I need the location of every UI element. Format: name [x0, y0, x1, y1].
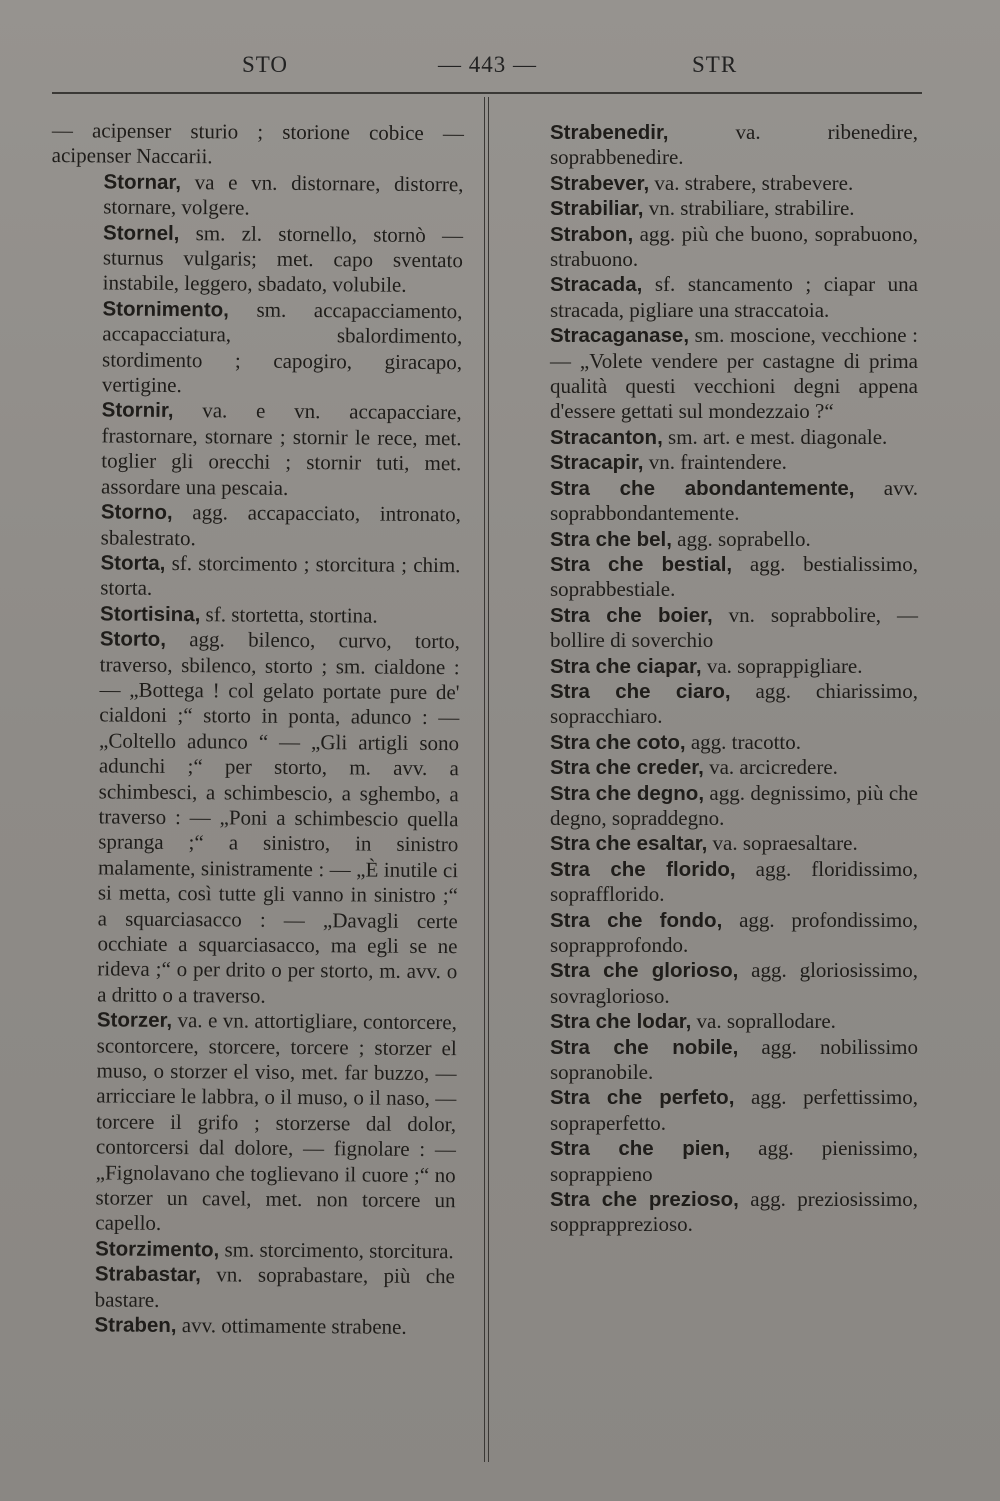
dictionary-entry — [43, 1007, 457, 1239]
headword: Strabastar, — [94, 1262, 201, 1287]
dictionary-entry — [498, 171, 918, 196]
headword: Stra che boier, — [550, 603, 713, 627]
dictionary-entry — [498, 120, 918, 171]
dictionary-entry — [498, 272, 918, 323]
headword: Stra che coto, — [550, 730, 686, 754]
dictionary-entry — [43, 1261, 455, 1315]
definition-text: vn. fraintendere. — [643, 450, 787, 475]
definition-text: — acipenser sturio ; storione cobice — acipenser Naccarii. — [51, 118, 464, 169]
definition-text: agg. soprabello. — [671, 526, 811, 551]
definition-text: vn. strabiliare, strabilire. — [643, 196, 855, 221]
dictionary-entry — [498, 196, 918, 221]
headword: Stra che fondo, — [550, 908, 723, 932]
headword: Straben, — [94, 1313, 177, 1338]
headword: Stra che ciapar, — [550, 654, 702, 678]
headword: Stracada, — [550, 273, 643, 297]
headword: Stra che creder, — [550, 756, 704, 780]
headword: Stra che bestial, — [550, 552, 733, 576]
headword: Stra che pien, — [550, 1137, 731, 1161]
dictionary-entry — [498, 781, 918, 832]
headword: Stra che florido, — [550, 857, 736, 881]
definition-text: va. soprappigliare. — [701, 653, 863, 678]
definition-text: agg. bestialissimo, soprabbestiale. — [550, 551, 918, 602]
dictionary-entry — [50, 296, 463, 401]
headword: Storta, — [100, 551, 166, 575]
definition-text: agg. più che buono, soprabuono, strabuono. — [550, 221, 918, 272]
dictionary-entry — [498, 679, 918, 730]
dictionary-entry — [498, 958, 918, 1009]
column-rule — [484, 97, 485, 1462]
headword: Stracanton, — [550, 425, 663, 449]
definition-text: va. sopraesaltare. — [707, 831, 858, 856]
dictionary-entry — [51, 169, 463, 223]
page-number: — 443 — — [438, 52, 537, 77]
dictionary-entry — [42, 1312, 454, 1341]
definition-text: sm. zl. stornello, stornò — sturnus vulgaris; met. capo sventato instabile, leggero, sbadato, volubile. — [102, 220, 464, 298]
headword: Stra che ciaro, — [550, 679, 731, 703]
definition-text: va. arcicredere. — [703, 755, 838, 780]
definition-text: sm. art. e mest. diagonale. — [662, 424, 888, 449]
headword: Stra che lodar, — [550, 1010, 692, 1034]
definition-text: agg. bilenco, curvo, torto, traverso, sbilenco, storto ; sm. cialdone : — „Bottega ! col gelato portate pure de' cialdoni ;“ storto in ponta, adunco : — „Coltello adunco “ — „Gli artigli sono adunchi ;“ per storto, m. avv. a schimbesci, a schimbescio, a sghembo, a traverso : — „Poni a schimbescio quella spranga ;“ a sinistro, in sinistro malamente, sinistramente : — „È inutile ci si metta, così tutte gli vanno in sinistro ;“ a squarciasacco : — „Davagli certe occhiate a squarciasacco, ma egli se ne rideva ;“ o per drito o per storto, m. avv. o a dritto o a traverso. — [97, 627, 460, 1008]
definition-text: sm. storcimento, storcitura. — [219, 1237, 454, 1264]
dictionary-entry — [498, 1085, 918, 1136]
headword: Storzimento, — [95, 1237, 220, 1262]
dictionary-entry — [498, 1136, 918, 1187]
headword: Storzer, — [96, 1008, 173, 1033]
headword: Stra che glorioso, — [550, 959, 739, 983]
definition-text: agg. accapacciato, intronato, sbalestrato. — [100, 500, 461, 550]
headword: Stra che bel, — [550, 527, 672, 551]
headword: Stra che perfeto, — [550, 1086, 735, 1110]
dictionary-entry — [498, 1009, 918, 1034]
definition-text: va. e vn. accapacciare, frastornare, stornare ; stornir le rece, met. toglier gli orecchi ; stornir tuti, met. assordare una pescaia. — [101, 398, 462, 500]
dictionary-entry — [498, 654, 918, 679]
dictionary-entry — [48, 601, 460, 630]
dictionary-entry — [498, 857, 918, 908]
header-rule — [52, 92, 922, 94]
definition-text: sm. accapacciamento, accapacciatura, sbalordimento, stordimento ; capogiro, giracapo, vertigine. — [101, 297, 463, 398]
headword: Storno, — [100, 500, 173, 525]
definition-text: va. soprallodare. — [691, 1009, 836, 1034]
definition-text: agg. degnissimo, più che degno, sopraddegno. — [550, 780, 918, 830]
dictionary-entry — [498, 552, 918, 603]
dictionary-entry — [498, 450, 918, 475]
definition-text: agg. chiarissimo, sopracchiaro. — [550, 678, 918, 729]
dictionary-entry — [498, 755, 918, 780]
definition-text: va. strabere, strabevere. — [649, 170, 854, 195]
column-rule-inner — [488, 97, 489, 1462]
dictionary-entry — [498, 527, 918, 552]
definition-text: sf. stancamento ; ciapar una stracada, pigliare una straccatoia. — [550, 272, 918, 322]
dictionary-entry — [498, 730, 918, 755]
definition-text: agg. tracotto. — [685, 729, 802, 754]
running-head-left: STO — [242, 52, 289, 77]
headword: Stracapir, — [550, 451, 644, 475]
dictionary-entry — [498, 1035, 918, 1086]
dictionary-entry — [49, 397, 462, 502]
dictionary-entry — [45, 626, 460, 1010]
definition-text: agg. pienissimo, soprappieno — [550, 1136, 919, 1186]
definition-text: agg. profondissimo, soprapprofondo. — [550, 907, 918, 957]
definition-text: va. e vn. attortigliare, contorcere, scontorcere, storcere, torcere ; storzer el muso, o storzer el viso, met. far buzzo, — arricciare le labbra, o il muso, o il naso, — torcere il grifo ; storzerse dal dolor, contorcersi dal dolore, — fignolare : — „Fignolavano che toglievano il cuore ;“ no storzer un cavel, met. non torcere un capello. — [95, 1008, 458, 1236]
headword: Stornimento, — [102, 297, 230, 322]
headword: Strabon, — [550, 222, 634, 246]
definition-text: vn. soprabastare, più che bastare. — [94, 1262, 456, 1312]
headword: Strabever, — [550, 171, 650, 195]
headword: Strabenedir, — [550, 121, 669, 144]
dictionary-entry — [498, 603, 918, 654]
headword: Stortisina, — [100, 602, 201, 626]
left-column — [42, 118, 464, 1341]
dictionary-entry — [52, 118, 464, 172]
headword: Stra che abondantemente, — [550, 476, 855, 500]
headword: Stra che esaltar, — [550, 832, 708, 856]
definition-text: va e vn. distornare, distorre, stornare, volgere. — [103, 169, 464, 220]
dictionary-entry — [48, 550, 460, 604]
headword: Stra che nobile, — [550, 1035, 739, 1059]
running-head-right: STR — [692, 52, 738, 77]
headword: Stornir, — [101, 398, 174, 423]
headword: Storto, — [99, 627, 167, 652]
dictionary-entry — [498, 425, 918, 450]
definition-text: agg. perfettissimo, sopraperfetto. — [550, 1085, 918, 1135]
headword: Strabiliar, — [550, 197, 644, 221]
definition-text: agg. gloriosissimo, sovraglorioso. — [550, 958, 918, 1008]
definition-text: avv. ottimamente strabene. — [176, 1313, 407, 1339]
headword: Stra che degno, — [550, 781, 705, 805]
dictionary-entry — [498, 831, 918, 856]
definition-text: sf. stortetta, stortina. — [200, 601, 378, 628]
dictionary-entry — [498, 1187, 918, 1238]
right-column — [498, 120, 918, 1238]
headword: Stornel, — [103, 221, 180, 245]
definition-text: agg. nobilissimo sopranobile. — [550, 1034, 918, 1085]
definition-text: sm. moscione, vecchione : — „Volete vendere per castagne di prima qualità questi vecchioni degni appena d'essere gettati sul mondezzaio ?“ — [550, 323, 918, 424]
definition-text: avv. soprabbondantemente. — [550, 475, 918, 526]
dictionary-entry — [43, 1236, 455, 1265]
dictionary-entry — [498, 222, 918, 273]
dictionary-entry — [49, 499, 461, 553]
dictionary-entry — [498, 908, 918, 959]
dictionary-entry — [498, 323, 918, 425]
definition-text: va. ribenedire, soprabbenedire. — [550, 120, 918, 170]
definition-text: agg. floridissimo, soprafflorido. — [550, 856, 918, 907]
definition-text: vn. soprabbolire, — bollire di soverchio — [550, 602, 918, 653]
headword: Stra che prezioso, — [550, 1188, 739, 1212]
definition-text: agg. preziosissimo, sopprapprezioso. — [550, 1187, 918, 1237]
headword: Stornar, — [103, 170, 182, 194]
dictionary-entry — [498, 476, 918, 527]
headword: Stracaganase, — [550, 324, 690, 348]
dictionary-entry — [51, 220, 464, 299]
definition-text: sf. storcimento ; storcitura ; chim. storta. — [100, 550, 461, 601]
